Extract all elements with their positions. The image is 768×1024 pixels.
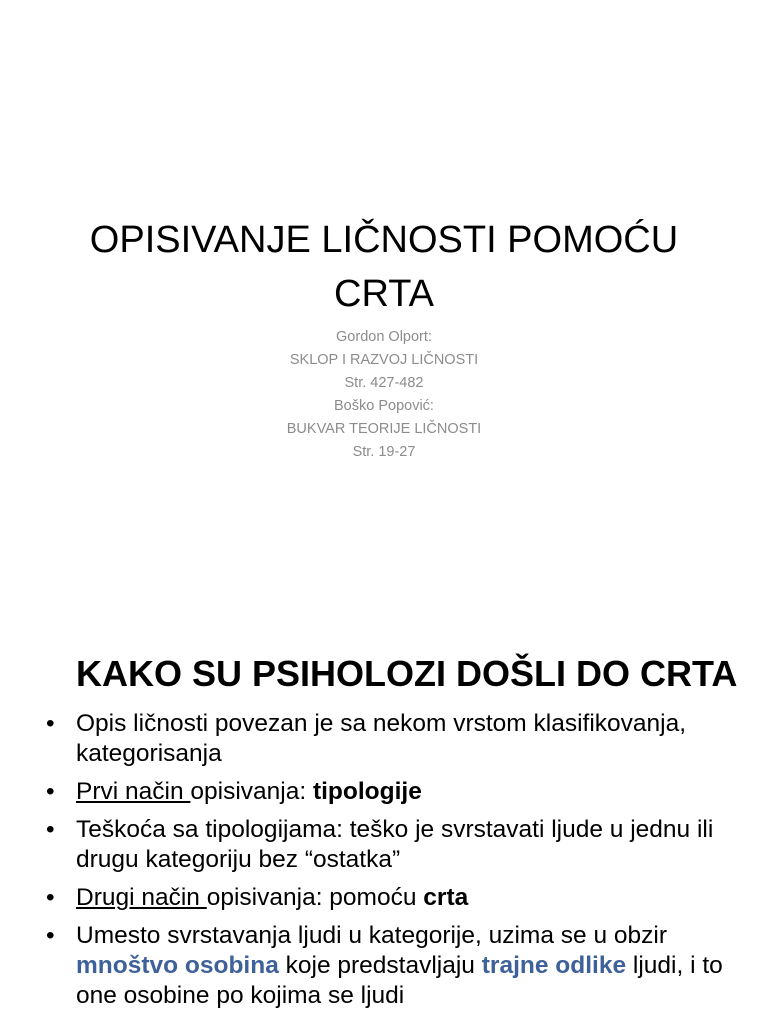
bullet-icon: • bbox=[46, 710, 55, 737]
slide-title: OPISIVANJE LIČNOSTI POMOĆU CRTA bbox=[89, 219, 679, 316]
bullet-item bbox=[46, 921, 736, 1011]
subtitle-line: BUKVAR TEORIJE LIČNOSTI bbox=[286, 421, 482, 437]
subtitle-line: Gordon Olport: bbox=[336, 329, 432, 345]
bullet-highlight-text: mnoštvo osobina bbox=[76, 952, 279, 979]
bullet-icon: • bbox=[46, 816, 55, 843]
subtitle-line: Str. 19-27 bbox=[352, 444, 416, 460]
bullet-text: opisivanja: pomoću bbox=[206, 884, 424, 911]
bullet-bold-text: tipologije bbox=[312, 778, 422, 805]
bullet-underlined-text: Drugi način bbox=[76, 884, 207, 911]
bullet-item bbox=[46, 883, 736, 913]
bullet-item bbox=[46, 777, 736, 807]
bullet-text: Teškoća sa tipologijama: teško je svrstavati ljude u jednu ili drugu kategoriju bez “ostatka” bbox=[76, 816, 714, 873]
bullet-list bbox=[46, 709, 736, 1019]
slide-heading: KAKO SU PSIHOLOZI DOŠLI DO CRTA bbox=[76, 652, 738, 694]
bullet-text: Opis ličnosti povezan je sa nekom vrstom klasifikovanja, kategorisanja bbox=[76, 710, 687, 767]
content-slide bbox=[0, 576, 768, 1024]
bullet-text: ljudi, i to one osobine po kojima se ljudi bbox=[76, 952, 723, 1009]
bullet-highlight-text: trajne odlike bbox=[481, 952, 627, 979]
bullet-bold-text: crta bbox=[423, 884, 469, 911]
subtitle-references bbox=[140, 326, 628, 464]
bullet-icon: • bbox=[46, 922, 55, 949]
bullet-item bbox=[46, 815, 736, 875]
subtitle-line: Boško Popović: bbox=[334, 398, 434, 414]
bullet-icon: • bbox=[46, 778, 55, 805]
bullet-text: opisivanja: bbox=[190, 778, 313, 805]
bullet-text: Umesto svrstavanja ljudi u kategorije, uzima se u obzir bbox=[76, 922, 667, 949]
subtitle-line: Str. 427-482 bbox=[344, 375, 424, 391]
bullet-underlined-text: Prvi način bbox=[76, 778, 191, 805]
bullet-icon: • bbox=[46, 884, 55, 911]
subtitle-line: SKLOP I RAZVOJ LIČNOSTI bbox=[289, 352, 479, 368]
bullet-text: koje predstavljaju bbox=[278, 952, 482, 979]
bullet-item bbox=[46, 709, 736, 769]
